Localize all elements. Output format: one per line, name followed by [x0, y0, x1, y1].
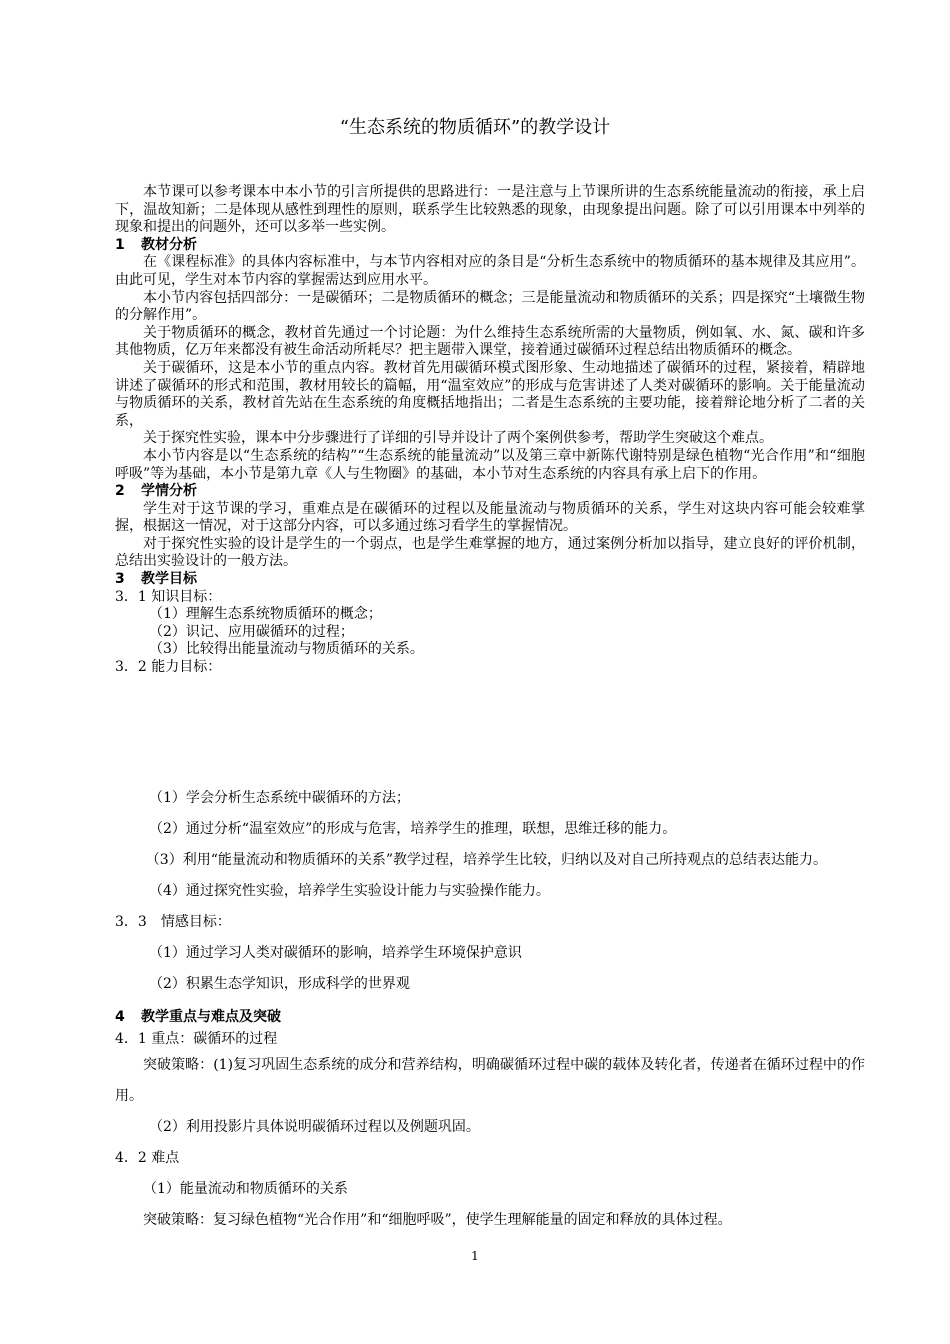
subsection-3-1: 3．1 知识目标：: [115, 588, 222, 605]
document-title: “生态系统的物质循环”的教学设计: [339, 117, 611, 138]
ability-goal-item: （1）学会分析生态系统中碳循环的方法；: [149, 790, 410, 806]
section-2-heading: [115, 483, 865, 501]
section-3-number: 3: [115, 571, 125, 588]
section-2-paragraph: 对于探究性实验的设计是学生的一个弱点，也是学生难掌握的地方，通过案例分析加以指导，建立良好的评价机制，总结出实验设计的一般方法。: [115, 535, 865, 570]
section-2-paragraph: 学生对于这节课的学习，重难点是在碳循环的过程以及能量流动与物质循环的关系，学生对这块内容可能会较难掌握，根据这一情况，对于这部分内容，可以多通过练习看学生的掌握情况。: [115, 500, 865, 535]
ability-goal-item: （3）利用“能量流动和物质循环的关系”教学过程，培养学生比较，归纳以及对自己所持观点的总结表达能力。: [145, 852, 828, 868]
emotion-goal-item: （2）积累生态学知识，形成科学的世界观: [149, 976, 410, 992]
page-number: 1: [471, 1249, 479, 1263]
section-1-paragraph: 在《课程标准》的具体内容标准中，与本节内容相对应的条目是“分析生态系统中的物质循环的基本规律及其应用”。由此可见，学生对本节内容的掌握需达到应用水平。: [115, 254, 865, 288]
knowledge-goal-item: （2）识记、应用碳循环的过程；: [149, 623, 354, 640]
difficulty-item: （1）能量流动和物质循环的关系: [143, 1181, 348, 1197]
section-4-heading: [115, 1006, 865, 1028]
section-1-paragraph: 关于碳循环，这是本小节的重点内容。教材首先用碳循环模式图形象、生动地描述了碳循环的过程，紧接着，精辟地讲述了碳循环的形式和范围，教材用较长的篇幅，用“温室效应”的形成与危害讲述了人类对碳循环的影响。关于能量流动与物质循环的关系，教材首先站在生态系统的角度概括地指出；二者是生态系统的主要功能，接着辩论地分析了二者的关系，: [115, 359, 865, 429]
emotion-goal-item: （1）通过学习人类对碳循环的影响，培养学生环境保护意识: [149, 945, 522, 961]
section-4-number: 4: [115, 1009, 125, 1025]
ability-goal-item: （2）通过分析“温室效应”的形成与危害，培养学生的推理，联想，思维迁移的能力。: [149, 821, 677, 837]
ability-goal-item: （4）通过探究性实验，培养学生实验设计能力与实验操作能力。: [149, 883, 550, 899]
section-4-title: 教学重点与难点及突破: [141, 1009, 281, 1025]
section-1-heading: [115, 237, 865, 255]
section-1-paragraph: 本小节内容是以“生态系统的结构”“生态系统的能量流动”以及第三章中新陈代谢特别是绿色植物“光合作用”和“细胞呼吸”等为基础，本小节是第九章《人与生物圈》的基础，本小节对生态系统的内容具有承上启下的作用。: [115, 447, 865, 482]
section-1-title: 教材分析: [141, 236, 197, 253]
section-intro-and-1-2: [115, 184, 865, 677]
strategy-paragraph: 突破策略：复习绿色植物“光合作用”和“细胞呼吸”，使学生理解能量的固定和释放的具体过程。: [143, 1212, 732, 1228]
section-3-title: 教学目标: [141, 571, 197, 588]
section-3-heading: [115, 571, 865, 589]
strategy-paragraph: 突破策略：(1)复习巩固生态系统的成分和营养结构，明确碳循环过程中碳的载体及转化者，传递者在循环过程中的作用。: [115, 1057, 865, 1104]
knowledge-goal-item: （1）理解生态系统物质循环的概念；: [149, 606, 382, 623]
subsection-3-2: 3．2 能力目标：: [115, 659, 222, 676]
intro-paragraph: 本节课可以参考课本中本小节的引言所提供的思路进行：一是注意与上节课所讲的生态系统能量流动的衔接，承上启下，温故知新；二是体现从感性到理性的原则，联系学生比较熟悉的现象，由现象提出问题。除了可以引用课本中列举的现象和提出的问题外，还可以多举一些实例。: [115, 184, 865, 236]
section-3-2-to-4: [115, 783, 865, 1236]
section-1-paragraph: 本小节内容包括四部分：一是碳循环；二是物质循环的概念；三是能量流动和物质循环的关系；四是探究“土壤微生物的分解作用”。: [115, 289, 865, 324]
subsection-3-3: 3．3 情感目标：: [115, 914, 231, 930]
section-1-paragraph: 关于探究性实验，课本中分步骤进行了详细的引导并设计了两个案例供参考，帮助学生突破这个难点。: [143, 430, 773, 447]
strategy-item: （2）利用投影片具体说明碳循环过程以及例题巩固。: [149, 1119, 480, 1135]
section-2-number: 2: [115, 483, 125, 500]
subsection-4-2: 4．2 难点: [115, 1150, 180, 1166]
section-2-title: 学情分析: [141, 483, 197, 500]
knowledge-goal-item: （3）比较得出能量流动与物质循环的关系。: [149, 641, 424, 658]
section-1-paragraph: 关于物质循环的概念，教材首先通过一个讨论题：为什么维持生态系统所需的大量物质，例如氧、水、氮、碳和许多其他物质，亿万年来都没有被生命活动所耗尽？把主题带入课堂，接着通过碳循环过程总结出物质循环的概念。: [115, 324, 865, 359]
section-1-number: 1: [115, 236, 125, 253]
subsection-4-1: 4．1 重点：碳循环的过程: [115, 1031, 278, 1047]
